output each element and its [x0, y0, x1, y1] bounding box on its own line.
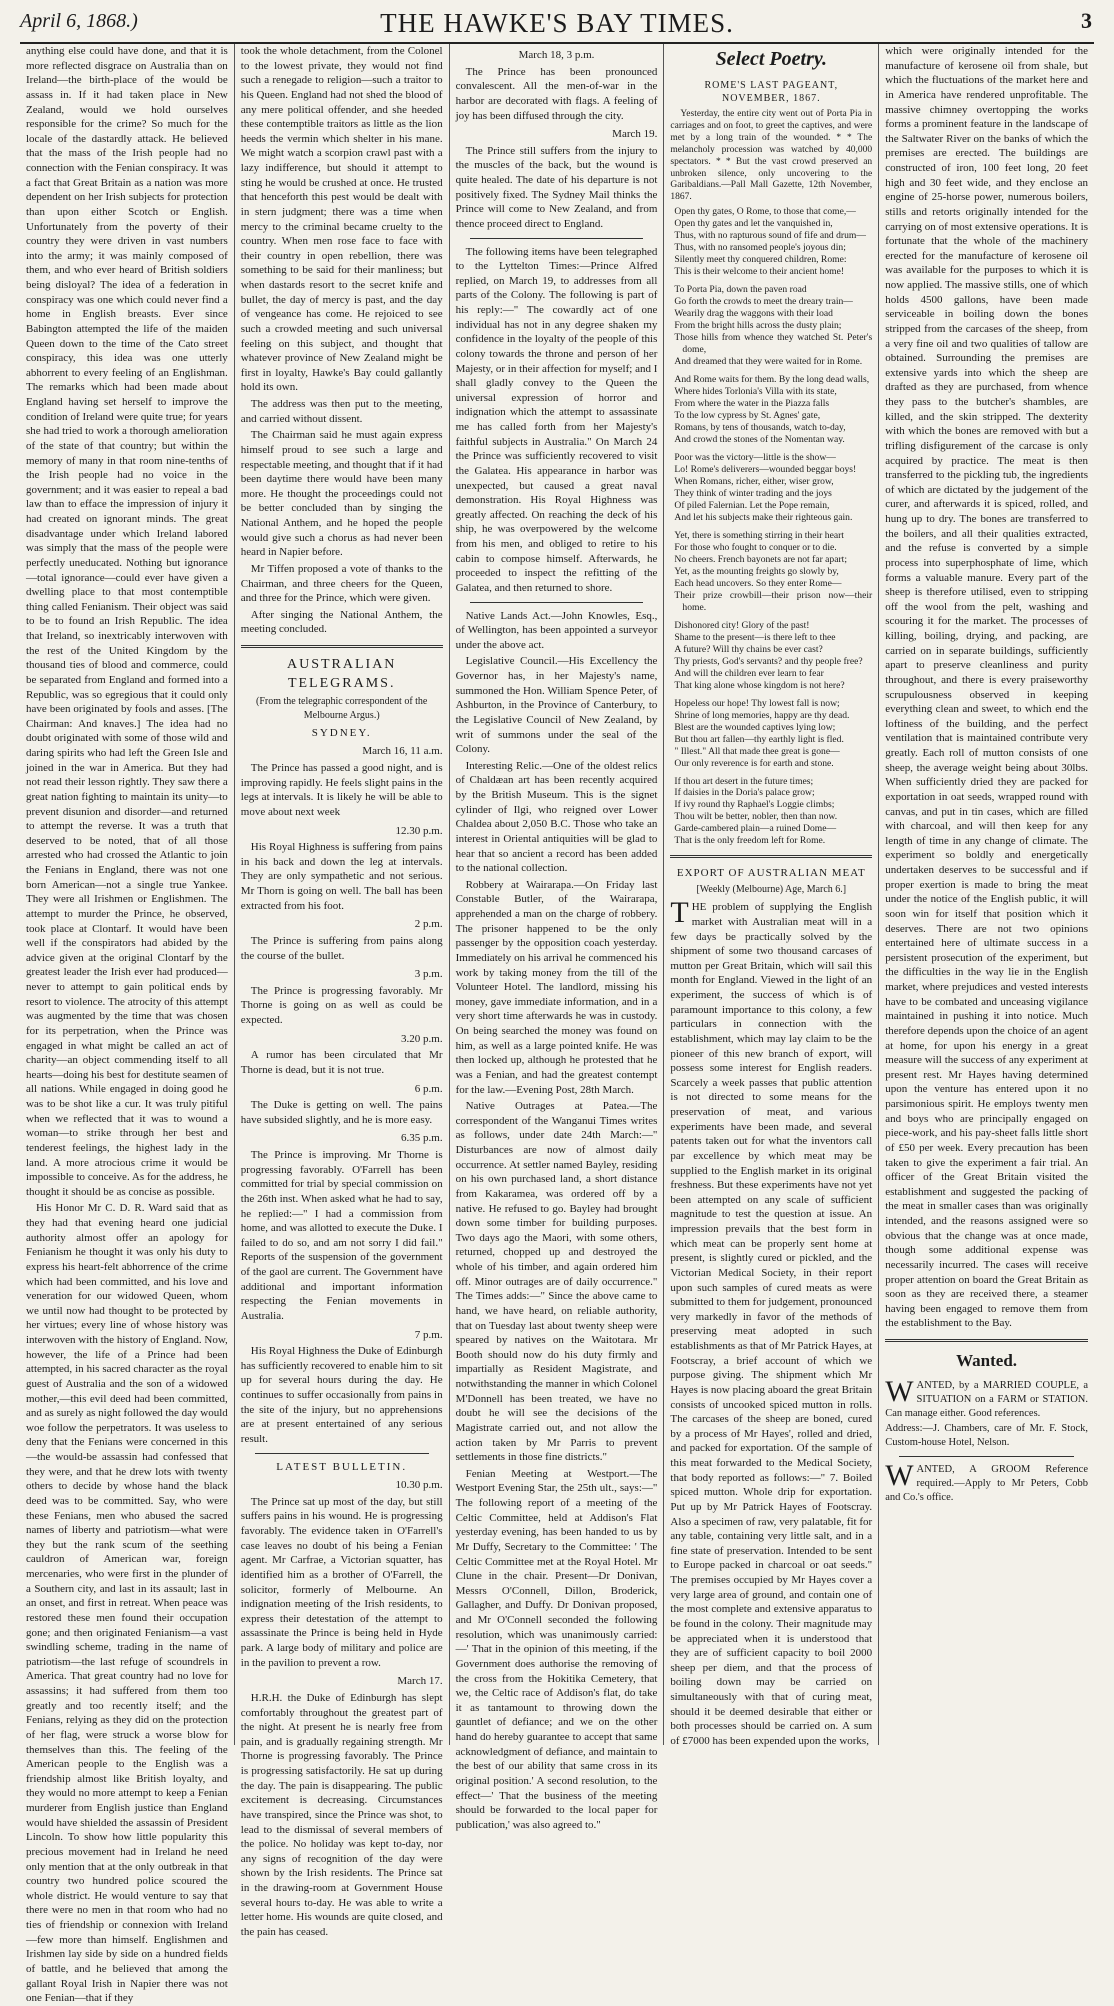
dateline: March 18, 3 p.m.: [518, 49, 595, 61]
masthead: [20, 8, 1094, 44]
poem-line: This is their welcome to their ancient home!: [674, 266, 845, 278]
news-item: Native Lands Act.—John Knowles, Esq., of Wellington, has been appointed a surveyor under the above act.: [455, 609, 658, 651]
wanted-heading: Wanted.: [956, 1351, 1018, 1370]
telegram-text: The Prince sat up most of the day, but still suffers pains in his wound. He is progressing favorably. The evidence taken in O'Farrell's case leaves no doubt of his being a Fenian agent. Mr Carfrae, a Victorian squatter, has identified him as a brother of O'Farrell, the solicitor, formerly of Melbourne. An indignation meeting of the Irish residents, to express their detestation of the attempt to assassinate the Prince is being held in Hyde park. A large body of military and police are in the pavilion to prevent a row.: [240, 1495, 443, 1669]
poem-line: And will the children ever learn to fear: [674, 667, 824, 679]
article-text: HE problem of supplying the English market with Australian meat will in a few days be practically solved by the shipment of some two thousand carcases of mutton per Great Britain, which will sail this month for England. Viewed in the light of an experiment, the success of which is of paramount importance to this colony, a few particulars in connection with the establishment, which may lay claim to be the pioneer of this new branch of export, will possess some interest for English readers. Scarcely a week passes that public attention is not directed to some means for the preservation of meat, and various experiments have been made, and several patents taken out for what the inventors call par excellence by which meat may be supplied to the English market in its original freshness. But these experiments have not yet been attempted on any scale of sufficient magnitude to test the question at issue. An impression prevails that the best form in which meat can be properly sent home at present, is slightly cured or pickled, and the Victorian Medical Society, in their report upon such samples of cured meats as were submitted to them for judgement, pronounced very markedly in favor of the methods of preserving meat adopted in such establishments as that of Mr Patrick Hayes, at Footscray, a brief account of which we purpose giving. The shipment which Mr Hayes is now placing aboard the great Britain consists of uncooked spiced mutton in rolls. The carcases of the sheep are boned, cured by a process of Mr Hayes', rolled and dried, and packed for exportation. Of the sample of this meat forwarded to the Medical Society, that body reported as follows:—" 7. Boiled spiced mutton. Whole drip for exportation. Put up by Mr Patrick Hayes of Footscray. Also a specimen of raw, very palatable, fit for any table, containing very little salt, and in a fine state of preservation. Intended to be sent to Europe packed in charcoal or oat seeds." The premises occupied by Mr Hayes cover a very large area of ground, and contain one of the most complete and extensive apparatus to be found in the colony. Their magnitude may be appreciated when it is understood that they are of sufficient capacity to boil 2000 sheep per diem, and that the process of boiling down may be carried on simultaneously with that of curing meat, should it be deemed desirable that either or both processes should be carried on. A sum of £7000 has been expended upon the works,: [670, 901, 873, 1747]
meat-article-source: [Weekly (Melbourne) Age, March 6.]: [696, 884, 847, 896]
drop-cap: W: [885, 1459, 914, 1493]
poem-line: That king alone whose kingdom is not here?: [674, 679, 845, 691]
news-item: Native Outrages at Patea.—The correspondent of the Wanganui Times writes as follows, under date 24th March:—" Disturbances are now of almost daily occurrence. At settler named Bayley, residing on his own purchased land, a short distance from Kakaramea, was ordered off by a native. He refused to go. Bayley had brought down some timber for building purposes. Two days ago the Maori, with some others, returned, chopped up and destroyed the whole of his timber, and again ordered him off. Minor outrages are of daily occurrence." The Times adds:—" Since the above came to hand, we have heard, on reliable authority, that on Tuesday last about twenty sheep were speared by natives on the Waitotara. Mr Booth should now do his duty firmly and impartially as Resident Magistrate, and notwithstanding the manner in which Colonel M'Donnell has been treated, we have no doubt he will see the decisions of the Magistrate carried out, and not allow the action taken by Mr Parris to prevent settlements in those fine districts.": [455, 1100, 658, 1464]
issue-date: April 6, 1868.): [20, 10, 138, 32]
poem-stanza: [670, 620, 872, 692]
dateline: March 19.: [612, 128, 658, 141]
telegram-text: The Prince has been pronounced convalescent. All the men-of-war in the harbor are decorated with flags. A feeling of joy has been diffused through the city.: [455, 65, 658, 122]
poem-line: Thus, with no ransomed people's joyous din;: [674, 242, 846, 254]
column-3: [450, 44, 665, 1831]
poem-line: Blest are the wounded captives lying low;: [674, 721, 836, 733]
page-number: 3: [1081, 8, 1092, 33]
poem-line: " Illest." All that made thee great is gone—: [674, 745, 840, 757]
drop-cap: W: [885, 1374, 914, 1408]
poem-line: Those hills from whence they watched St. Peter's dome,: [674, 332, 873, 356]
poem-stanza: [670, 530, 872, 614]
ad-text: ANTED, A GROOM Reference required.—Apply to Mr Peters, Cobb and Co.'s office.: [885, 1464, 1088, 1504]
poem-line: To Porta Pia, down the paven road: [674, 284, 807, 296]
article-paragraph: The Chairman said he must again express himself proud to see such a large and respectable meeting, and thought that if it had been daytime there would have been many more. He thought the proceedings could not be better concluded than by singing the National Anthem, and he hoped the people would give such a chorus as had never been heard in Napier before.: [240, 429, 443, 559]
poem-line: A future? Will thy chains be ever cast?: [674, 643, 823, 655]
poem-line: Yet, as the mounting freights go slowly by,: [674, 565, 839, 577]
poem-stanza: [670, 374, 872, 446]
poem-title: ROME'S LAST PAGEANT, NOVEMBER, 1867.: [704, 79, 839, 104]
news-item: Fenian Meeting at Westport.—The Westport Evening Star, the 25th ult., says:—" The following report of a meeting of the Celtic Committee, held at Addison's Flat yesterday evening, has been handed to us by Mr Duffy, Secretary to the Committee: ' The Celtic Committee met at the Royal Hotel. Mr Clune in the chair. Present—Dr Donivan, Messrs O'Connell, Dillon, Broderick, Gallagher, and Duffy. Dr Donivan proposed, and Mr O'Connell seconded the following resolution, which was unanimously carried:—' That in the opinion of this meeting, if the Government does authorise the removing of the cross from the Hokitika Cemetery, that we, the Celtic race of Addison's flat, do take it as tantamount to throwing down the gauntlet of defiance; and we on the other hand do hereby guarantee to accept that same acknowledgment of defiance, and maintain to the best of our ability that same cross in its original position.' A second resolution, to the effect—' That the business of the meeting should be forwarded to the local paper for publication,' was also agreed to.": [455, 1467, 658, 1831]
column-1: [20, 44, 235, 2005]
article-paragraph: which were originally intended for the manufacture of kerosene oil from shale, but which the fluctuations of the market here and in America have rendered unprofitable. The massive chimney overtopping the works forms a prominent feature in the landscape of the Saltwater River on the banks of which the premises are erected. The buildings are constructed of iron, 100 feet long, 20 feet high and 30 feet wide, and they enclose an engine of 25-horse power, numerous boilers, stills and retorts originally intended for the carrying on of most extensive operations. It is fortunate that the whole of the machinery erected for the manufacture of kerosene oil was available for the purposes to which it is now applied. The massive stills, one of which holds 4500 gallons, have been made serviceable in boiling down the bones stripped from the carcases of the sheep, from a very fine oil and two qualities of tallow are obtained. Surrounding the premises are extensive yards into which the sheep are drafted as they are purchased, from whence they pass to the butcher's shambles, are killed, and the skin stripped. The dexterity with which the bones are removed with but a trifling disfigurement of the carcase is only acquired by practice. The meat is then transferred to the pickling tub, the ingredients of which are dictated by the judgement of the curer, and afterwards it is spiced, rolled, and hung up to dry. The bones are transferred to the boilers, and all their qualities extracted, and the refuse is converted by a simple process into superphosphate of lime, which forms a valuable manure. Every part of the sheep is therefore utilised, even to stripping off the wool from the pelt, washing and scouring it for the market. The processes of killing, boiling, drying, and packing, are carried on in separate buildings, sufficiently apart to preserve cleanliness and purity throughout, and there is every praiseworthy scrupulousness observed in keeping everything clean and sweet, to which end the loftiness of the building, and the perfect ventilation that is maintained contribute very greatly. Each roll of mutton consists of one sheep, the average weight being about 30lbs. When sufficiently dried they are packed for exportation in oat seeds, wrapped round with canvas, and put in tin cases, which are filled with charcoal, and will then keep for any length of time in any change of climate. The experiment so boldly and energetically undertaken deserves to be successful and if proper exertion is made to bring the meat under the notice of the English public, it will soon win for itself that position which it deserves. There are not two opinions entertained here of ultimate success in a persistent prosecution of the experiment, but the difficulties in the way lie in the English market, where prejudices and vested interests have to be combated and unceasing vigilance maintained in pushing it into notice. Much therefore depends upon the choice of an agent at home, for upon his energy in a great measure will the success of any experiment at present rest. Mr Hayes having determined upon the venture has entered upon it no parsimonious spirit. He employs twenty men and boys who are principally engaged on piece-work, and his pay-sheet falls little short of £50 per week. Every precaution has been taken to give the experiment a fair trial. An officer of the Great Britain visited the establishment and suggested the packing of the meat in smaller cases than was originally intended, and the reasons assigned were so obvious that the change was at once made, though some additional expense was necessarily incurred. The cases will receive proper attention on board the Great Britain as soon as they are received there, a steamer having been engaged to remove them from the establishment to the Bay.: [885, 45, 1088, 1330]
poem-line: But thou art fallen—thy earthly light is fled.: [674, 733, 844, 745]
dateline: 6.35 p.m.: [401, 1132, 443, 1145]
telegram-text: The Prince still suffers from the injury to the muscles of the back, but the wound is quite healed. The date of his departure is not positively fixed. The Sydney Mail thinks the Prince will come to New Zealand, and from thence proceed direct to England.: [455, 144, 658, 230]
poem-line: Their prize crowbill—their prison now—their home.: [674, 589, 873, 613]
poem-line: No cheers. French bayonets are not far apart;: [674, 553, 848, 565]
poem-stanza: [670, 284, 872, 368]
poem-line: And Rome waits for them. By the long dead walls,: [674, 373, 870, 385]
poem-line: Where hides Torlonia's Villa with its state,: [674, 385, 837, 397]
column-5: [879, 44, 1094, 1745]
section-divider: [470, 238, 644, 239]
meat-article-heading: EXPORT OF AUSTRALIAN MEAT: [676, 867, 866, 880]
telegram-text: A rumor has been circulated that Mr Thorne is dead, but it is not true.: [240, 1049, 443, 1076]
poem-line: From where the water in the Piazza falls: [674, 397, 830, 409]
poem-line: For those who fought to conquer or to die.: [674, 541, 837, 553]
poem-line: Thy priests, God's servants? and thy people free?: [674, 655, 863, 667]
dateline: March 17.: [397, 1675, 443, 1688]
telegram-text: The Duke is getting on well. The pains have subsided slightly, and he is more easy.: [240, 1099, 443, 1126]
classified-ad: [885, 1459, 1088, 1505]
poem-line: Of piled Falernian. Let the Pope remain,: [674, 499, 830, 511]
article-paragraph: His Honor Mr C. D. R. Ward said that as they had that evening heard one judicial authority almost offer an apology for Fenianism he thought it was only his duty to express his heart-felt abhorrence of the crime which had been committed, and his love and veneration for our widowed Queen, whom we until now had thought to be protected by her virtues; every line of whose history was interwoven with the history of England. Now, however, the life of a Prince had been attempted, in his sacred character as the royal guest of Australia and the son of a widowed mother,—this evil deed had been committed, and as surely as night followed the day would woe follow the perpetrators. It was useless to deny that the Fenians were concerned in this—the would-be assassin had confessed that they were, and that he drew lots with twenty others to decide by whose hand the black deed was to be committed. Say, who were these Fenians, men who abused the sacred names of liberty and patriotism—what were they but the rank scum of the seething cauldron of American war, foreign mercenaries, who were first in the plunder of a Southern city, and last in its assault; last in an onset, and first in retreat. When peace was restored these men found their occupation gone; and then originated Fenianism—a vast swindling scheme, trading in the name of patriotism—the last refuge of scoundrels in America. That great country had no love for assassins; it had suffered from them too greatly and too recently itself; and the Fenians, relying as they did on the protection of her flag, were struck a worse blow for themselves than this. The feeling of the American people to the English was a friendship almost like British loyalty, and they would no more attempt to keep a Fenian murderer from English justice than England would have shielded the assassin of President Lincoln. To show how little popularity this precious movement had in Ireland he need only mention that at the only outbreak in that country two hundred police scoured the whole district. He would venture to say that there were no men in that room who had no ties of friendship or connexion with Ireland—few more than himself. Englishmen and Irishmen lay side by side on a hundred fields of battle, and he believed that among the gallant Royal Irish in Napier there was not one Fenian—that if they: [26, 1202, 228, 2005]
poem-line: Hopeless our hope! Thy lowest fall is now;: [674, 697, 840, 709]
poem-line: If daisies in the Doria's palace grow;: [674, 787, 815, 799]
dateline: 3.20 p.m.: [401, 1032, 443, 1045]
drop-cap: T: [670, 896, 689, 930]
poem-line: And dreamed that they were waited for in Rome.: [674, 356, 863, 367]
news-item: Robbery at Wairarapa.—On Friday last Constable Butler, of the Wairarapa, apprehended a man on the charge of robbery. The prisoner happened to be the only passenger by the opposition coach yesterday. Immediately on his arrival he commenced his work by taking money from the till of the Volunteer Hotel. The landlord, missing his money, gave immediate information, and in a very short time afterwards he was in custody. On being searched the money was found on him, as well as a large pointed knife. He was then locked up, although he protested that he was a Fenian, and had the greatest contempt for the law.—Evening Post, 28th March.: [455, 878, 658, 1096]
column-4: [664, 44, 879, 1745]
dateline: 12.30 p.m.: [395, 824, 443, 837]
telegram-text: The Prince is improving. Mr Thorne is progressing favorably. O'Farrell has been committed for trial by special commission on the 26th inst. When asked what he had to say, he replied:—" I had a commission from home, and was allotted to execute the Duke. I failed to do so, and am not sorry I did fail." Reports of the suspension of the government of the gaol are current. The Government have additional and important information respecting the Fenian movements in Australia.: [240, 1149, 443, 1322]
bulletin-heading: LATEST BULLETIN.: [276, 1460, 408, 1473]
dateline-place: SYDNEY.: [311, 726, 372, 739]
news-item: The following items have been telegraphed to the Lyttelton Times:—Prince Alfred replied, on March 19, to addresses from all parts of the Colony. The following is part of his reply:—" The cowardly act of one individual has not in any degree shaken my confidence in the loyalty of the people of this colony towards the throne and person of her Majesty, or in their affection for myself; and I shall gladly convey to the Queen the universal expression of horror and indignation which the attempt to assassinate me has called forth from her Majesty's faithful subjects in Australia." On March 24 the Prince was sufficiently recovered to visit the Galatea. His appearance in harbor was unexpected, but caused a great naval demonstration. His Royal Highness was greatly affected. On reaching the deck of his ship, he was overpowered by the welcome from his men, and obliged to retire to his cabin to compose himself. Afterwards, he proceeded to inspect the refitting of the Galatea, and then returned to shore.: [455, 245, 658, 594]
telegram-text: H.R.H. the Duke of Edinburgh has slept comfortably throughout the greatest part of the night. At present he is nearly free from pain, and is gradually regaining strength. Mr Thorne is progressing favorably. The Prince is progressing satisfactorily. He sat up during the day. The pain is disappearing. The public excitement is decreasing. Circumstances have transpired, since the Prince was shot, to lead to the dismissal of several members of the police. No holiday was kept to-day, nor any signs of recognition of the day were shown by the Irish residents. The Prince sat in the drawing-room at Government House several hours to-day. He was able to write a letter home. His wounds are quite closed, and the pain has ceased.: [240, 1691, 443, 1938]
poem-line: Garde-cambered plain—a ruined Dome—: [674, 823, 837, 835]
article-paragraph: [670, 896, 873, 1748]
section-divider: [670, 855, 872, 858]
article-paragraph: The address was then put to the meeting, and carried without dissent.: [240, 398, 443, 425]
poem-line: Thus, with no rapturous sound of fife and drum—: [674, 230, 866, 242]
dateline: March 16, 11 a.m.: [362, 745, 443, 758]
article-paragraph: After singing the National Anthem, the meeting concluded.: [240, 608, 443, 636]
poem-line: Shame to the present—is there left to thee: [674, 631, 836, 643]
poem-line: If thou art desert in the future times;: [674, 775, 814, 787]
article-paragraph: took the whole detachment, from the Colonel to the lowest private, they would not find such a renegade to religion—such a traitor to his Queen. England had not shed the blood of any mere political offender, and she heeded these contemptible traitors as little as the lion heeds the vermin which shelter in his mane. We might watch a scorpion crawl past with a lazy indifference, but should it attempt to sting he would be crushed at once. He trusted that henceforth this pest would be dealt with in stern judgment; there was a time when mercy to the criminal became cruelty to the country. When men rose face to face with their country in open rebellion, there was something to be said for their manliness; but when dastards resort to the secret knife and bullet, the day of mercy is past, and the day of vengeance has come. He rejoiced to see such a crowded meeting and such universal feeling on this subject, and thought that whatever province of New Zealand might be first in loyalty, Hawke's Bay could gallantly hold its own.: [240, 45, 443, 394]
section-divider: [899, 1456, 1074, 1457]
poem-line: Romans, by tens of thousands, watch to-day,: [674, 421, 846, 433]
newspaper-title: THE HAWKE'S BAY TIMES.: [380, 8, 734, 38]
section-divider: [470, 602, 644, 603]
poem-line: Silently meet thy conquered children, Rome:: [674, 254, 847, 266]
section-divider: [241, 645, 443, 648]
poem-line: That is the only freedom left for Rome.: [674, 835, 826, 847]
article-paragraph: Mr Tiffen proposed a vote of thanks to the Chairman, and three cheers for the Queen, and three for the Prince, which were given.: [240, 562, 443, 605]
poem-line: Dishonored city! Glory of the past!: [674, 619, 810, 631]
telegram-text: The Prince is progressing favorably. Mr Thorne is going on as well as could be expected.: [240, 984, 443, 1027]
telegram-text: The Prince has passed a good night, and is improving rapidly. He feels slight pains in the legs at intervals. It is likely he will be able to move about next week: [240, 762, 443, 818]
section-divider: [885, 1339, 1088, 1342]
poem-line: To the low cypress by St. Agnes' gate,: [674, 409, 821, 421]
poem-line: Shrine of long memories, happy are thy dead.: [674, 709, 850, 721]
dateline: 3 p.m.: [414, 968, 443, 981]
poetry-heading: Select Poetry.: [715, 48, 827, 70]
poem-line: Each head uncovers. So they enter Rome—: [674, 577, 842, 589]
poem-line: Open thy gates and let the vanquished in,: [674, 218, 833, 230]
poem-line: And let his subjects make their righteous gain.: [674, 511, 853, 523]
telegram-text: The Prince is suffering from pains along the course of the bullet.: [240, 934, 443, 962]
poem-line: Our only reverence is for earth and stone.: [674, 757, 834, 769]
news-item: Interesting Relic.—One of the oldest relics of Chaldæan art has been recently acquired by the British Museum. This is the signet cylinder of Ilgi, who reigned over Lower Chaldea about 2,050 B.C. Those who take an interest in Oriental antiquities will be glad to hear that so ancient a record has been added to the national collection.: [455, 759, 658, 875]
poem-line: Lo! Rome's deliverers—wounded beggar boys!: [674, 463, 857, 475]
ad-address: Address:—J. Chambers, care of Mr. F. Stock, Custom-house Hotel, Nelson.: [885, 1423, 1088, 1449]
poem-line: And crowd the stones of the Nomentan way.: [674, 433, 845, 445]
dateline: 7 p.m.: [414, 1328, 443, 1341]
ad-text: ANTED, by a MARRIED COUPLE, a SITUATION on a FARM or STATION. Can manage either. Good references.: [885, 1379, 1088, 1419]
poem-body: [670, 206, 872, 847]
columns: [20, 44, 1094, 2005]
telegrams-heading: AUSTRALIAN TELEGRAMS.: [286, 657, 397, 691]
article-paragraph: anything else could have done, and that it is more reflected disgrace on Australia than on Ireland—the birth-place of the would be assass in. If it had taken place in New Zealand, would we hold ourselves responsible for the crime? So much for the locale of the dastardly attack. He believed that the mass of the Irish people had no connection with the Fenian conspiracy. It was a fact that Great Britain as a nation was more dependent on her Irish subjects for protection than upon either Scotch or English. Unfortunately from the poverty of their country they were driven in vast numbers into the army; it was mainly composed of them, and who ever heard of British soldiers being disloyal? The idea of a federation in conspiracy was one which could never find a home in English breasts. Ever since Babington attempted the life of the maiden Queen down to the time of the Cato street conspiracy, this idea was one utterly abhorrent to every feeling of an Englishman. The remarks which had been made about England having set herself to improve the condition of Ireland were quite true; for years she had tried to work a thorough amelioration of the state of that country; but within the memory of many in that room nine-tenths of the Irish people had no voice in the government; and it was easier to repeal a bad law than to efface the impression of injury it had created on ignorant minds. The great disadvantage under which Ireland labored was simply that the mass of the people were perfectly uneducated. Nothing but ignorance—total ignorance—could ever have given a dwelling place to that most contemptible thing called Fenianism. Their object was said to be to found an Irish Republic. The idea that Ireland, so inextricably interwoven with the rest of the United Kingdom by the thousand ties of blood and commerce, could be separated from England and formed into a Republic, was so egregious that it could only have been originated by fools and asses. [The Chairman: And knaves.] The idea had no doubt originated with some of those wild and daring spirits who had left the Green Isle and joined in the war in America. But they had not read their lesson rightly. They saw there a great nation fighting to maintain its unity—to prevent disunion and disorder—and returned to attempt the reverse. It was a truth that deserved to be noted, that of all those arrested who had crossed the Atlantic to join the Fenians in England, there was not one born American—not a single true Yankee. They were all Irishmen or Englishmen. The attempt to murder the Prince, he observed, took place at Clontarf. It would have been well if the conspirators had abided by the advice given at the original Clontarf by the greatest leader the Irish ever had produced—never to attempt to gain political ends by resort to violence. The atrocity of this attempt was augmented by the time that was chosen for its perpetration, when the Prince was engaged in what might be called an act of charity—an object commending itself to all hearts—doing his best for destitute seamen of all nations. While engaged in doing good he was to be shot like a cur. It was truly pitiful when we reflected that it was to wound a woman—to strike through her best and tenderest feelings, the highest lady in the land. A more atrocious crime it would be impossible to conceive. As for the address, he thought it should be as concise as possible.: [26, 45, 228, 1198]
poem-stanza: [670, 206, 872, 278]
poem-line: When Romans, richer, either, wiser grow,: [674, 475, 834, 487]
telegrams-source: (From the telegraphic correspondent of the Melbourne Argus.): [256, 696, 428, 721]
classified-ad: [885, 1374, 1088, 1451]
dateline: 10.30 p.m.: [395, 1479, 443, 1492]
poem-line: Yet, there is something stirring in their heart: [674, 529, 844, 541]
poem-line: Go forth the crowds to meet the dreary train—: [674, 296, 853, 308]
telegram-text: His Royal Highness the Duke of Edinburgh has sufficiently recovered to enable him to sit up for several hours during the day. He continues to suffer occasionally from pains in the site of the injury, but no apprehensions are at present entertained of any serious result.: [240, 1345, 443, 1445]
poem-line: Thou wilt be better, nobler, then than now.: [674, 811, 838, 823]
section-divider: [255, 1453, 429, 1454]
dateline: 2 p.m.: [414, 918, 443, 931]
poem-stanza: [670, 698, 872, 770]
poem-line: Poor was the victory—little is the show—: [674, 451, 836, 463]
poem-line: If ivy round thy Raphael's Loggie climbs;: [674, 799, 835, 811]
poem-line: Wearily drag the waggons with their load: [674, 308, 833, 320]
poem-line: They think of winter trading and the joys: [674, 487, 832, 499]
news-item: Legislative Council.—His Excellency the Governor has, in her Majesty's name, summoned the Hon. William Spence Peter, of Ashburton, in the Province of Canterbury, to the Legislative Council of New Zealand, by writ of summons under the seal of the Colony.: [455, 655, 658, 756]
poem-line: From the bright hills across the dusty plain;: [674, 320, 842, 332]
telegram-text: His Royal Highness is suffering from pains in his back and down the leg at intervals. They are only sympathetic and not serious. Mr Thorn is going on well. The ball has been extracted from his foot.: [240, 841, 443, 912]
poem-stanza: [670, 452, 872, 524]
poem-intro: Yesterday, the entire city went out of Porta Pia in carriages and on foot, to greet the captives, and were met by a long train of the wounded. * * The melancholy procession was watched by 40,000 spectators. * * But the vast crowd preserved an unbroken silence, only uncovering to the Garibaldians.—Pall Mall Gazette, 12th November, 1867.: [670, 109, 873, 203]
poem-line: Open thy gates, O Rome, to those that come,—: [674, 206, 856, 218]
column-2: [235, 44, 450, 1938]
poem-stanza: [670, 776, 872, 848]
dateline: 6 p.m.: [414, 1082, 443, 1095]
